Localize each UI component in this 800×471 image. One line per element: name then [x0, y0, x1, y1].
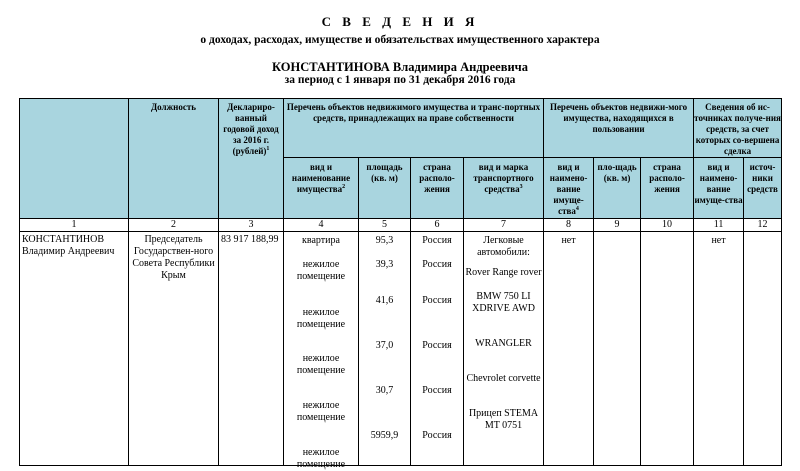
header-owned-group: Перечень объектов недвижимого имущества и транс-портных средств, принадлежащих на праве собственности: [284, 99, 544, 158]
vehicle-item: BMW 750 LI XDRIVE AWD: [472, 291, 535, 314]
owned-area: 5959,9: [370, 430, 399, 441]
header-sources-group: Сведения об ис-точниках получе-ния средств, за счет которых со-вершена сделка: [694, 99, 782, 158]
vehicle-group-label: Легковые автомобили:: [477, 235, 530, 258]
column-number: 6: [411, 219, 464, 232]
column-number: 12: [744, 219, 782, 232]
cell-owned-countries: [411, 232, 464, 466]
cell-name: КОНСТАНТИНОВ Владимир Андреевич: [20, 232, 129, 466]
owned-area: 39,3: [375, 259, 394, 270]
owned-area: 37,0: [375, 340, 394, 351]
owned-type: нежилое помещение: [296, 259, 346, 282]
declaration-table: [19, 98, 782, 470]
header-src-sources: источ-ники средств: [744, 158, 782, 219]
header-position: Должность: [129, 99, 219, 219]
doc-title: С В Е Д Е Н И Я: [321, 14, 479, 29]
header-src-type: вид и наимено-вание имуще-ства: [694, 158, 744, 219]
cell-position: Председатель Государствен-ного Совета Республики Крым: [129, 232, 219, 466]
header-income: Деклариро-ванный годовой доход за 2016 г. (рублей)$^1$: [219, 99, 284, 219]
table-row: [20, 232, 782, 466]
cell-src-type: нет: [694, 232, 744, 466]
cell-src-sources: [744, 232, 782, 466]
header-owned-area: площадь (кв. м): [359, 158, 411, 219]
column-number: 2: [129, 219, 219, 232]
owned-country: Россия: [422, 295, 452, 306]
period-heading: за период с 1 января по 31 декабря 2016 года: [284, 74, 516, 86]
column-number: 1: [20, 219, 129, 232]
person-name-heading: КОНСТАНТИНОВА Владимира Андреевича: [272, 60, 528, 74]
doc-subtitle: о доходах, расходах, имуществе и обязательствах имущественного характера: [200, 34, 600, 46]
owned-area: 41,6: [375, 295, 394, 306]
owned-type: нежилое помещение: [296, 307, 346, 330]
cell-used-type: нет: [544, 232, 594, 466]
column-number: 7: [464, 219, 544, 232]
column-number: 3: [219, 219, 284, 232]
owned-area: 30,7: [375, 385, 394, 396]
cell-owned-areas: [359, 232, 411, 466]
header-owned-type: вид и наименование имущества$^2$: [284, 158, 359, 219]
header-name: [20, 99, 129, 219]
vehicle-item: Rover Range rover: [465, 267, 542, 278]
vehicle-trailer: Прицеп STEMA MT 0751: [468, 408, 539, 431]
column-number: 11: [694, 219, 744, 232]
header-used-group: Перечень объектов недвижи-мого имущества, находящихся в пользовании: [544, 99, 694, 158]
owned-country: Россия: [422, 340, 452, 351]
column-number: 5: [359, 219, 411, 232]
header-used-type: вид и наимено-вание имуще-ства$^4$: [544, 158, 594, 219]
owned-type: нежилое помещение: [296, 353, 346, 376]
vehicle-item: Chevrolet corvette: [466, 373, 541, 384]
owned-country: Россия: [422, 235, 452, 246]
cell-vehicles: [464, 232, 544, 466]
owned-country: Россия: [422, 430, 452, 441]
header-used-country: страна располо-жения: [641, 158, 694, 219]
column-number: 4: [284, 219, 359, 232]
vehicle-item: WRANGLER: [475, 338, 532, 349]
owned-area: 95,3: [375, 235, 394, 246]
cell-owned-types: [284, 232, 359, 470]
column-number: 10: [641, 219, 694, 232]
cell-used-area: [594, 232, 641, 466]
owned-country: Россия: [422, 385, 452, 396]
column-number: 9: [594, 219, 641, 232]
owned-type: квартира: [302, 235, 340, 246]
header-used-area: пло-щадь (кв. м): [594, 158, 641, 219]
header-owned-country: страна располо-жения: [411, 158, 464, 219]
cell-income: 83 917 188,99: [219, 232, 284, 466]
column-number: 8: [544, 219, 594, 232]
owned-country: Россия: [422, 259, 452, 270]
cell-used-country: [641, 232, 694, 466]
header-owned-vehicle: вид и марка транспортного средства$^3$: [464, 158, 544, 219]
owned-type: нежилое помещение: [296, 447, 346, 470]
owned-type: нежилое помещение: [296, 400, 346, 423]
